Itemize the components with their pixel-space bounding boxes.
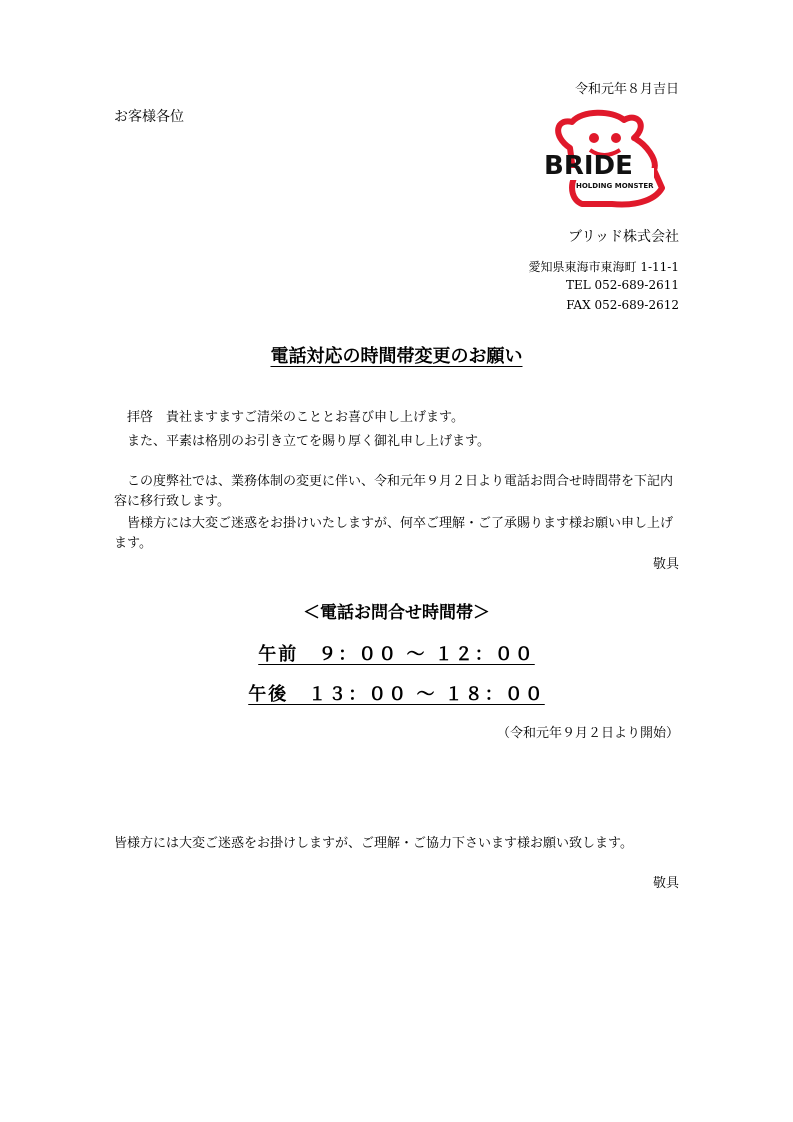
hours-morning [0,640,793,666]
document-date: 令和元年８月吉日 [574,82,679,97]
company-address: 愛知県東海市東海町 1-11-1 [528,260,679,274]
company-name: ブリッド株式会社 [568,229,679,245]
notice-paragraph: この度弊社では、業務体制の変更に伴い、令和元年９月２日より電話お問合せ時間帯を下記内容に移行致します。 [114,474,674,509]
company-fax: FAX 052-689-2612 [566,298,679,312]
greeting-line-1: 拝啓 貴社ますますご清栄のこととお喜び申し上げます。 [114,410,464,425]
apology-paragraph: 皆様方には大変ご迷惑をお掛けいたしますが、何卒ご理解・ご了承賜ります様お願い申し上げます。 [114,516,674,551]
hours-afternoon-text: 午後 １３：００ ～ １８：００ [248,684,545,705]
svg-text:BRIDE: BRIDE [544,151,633,181]
svg-text:HOLDING MONSTER: HOLDING MONSTER [576,182,654,190]
hours-morning-text: 午前 ９：００ ～ １２：００ [258,644,535,665]
title-text: 電話対応の時間帯変更のお願い [270,346,523,367]
greeting-line-2: また、平素は格別のお引き立てを賜り厚く御礼申し上げます。 [114,434,490,449]
start-note: （令和元年９月２日より開始） [496,726,679,741]
document-title [0,342,793,368]
hours-heading: ＜電話お問合せ時間帯＞ [303,603,490,623]
hours-afternoon [0,680,793,706]
keigu-2: 敬具 [652,876,679,891]
bride-logo [542,108,668,208]
keigu-1: 敬具 [652,557,679,572]
addressee: お客様各位 [114,109,184,125]
closing-sentence: 皆様方には大変ご迷惑をお掛けしますが、ご理解・ご協力下さいます様お願い致します。 [114,836,633,851]
company-tel: TEL 052-689-2611 [565,278,679,292]
